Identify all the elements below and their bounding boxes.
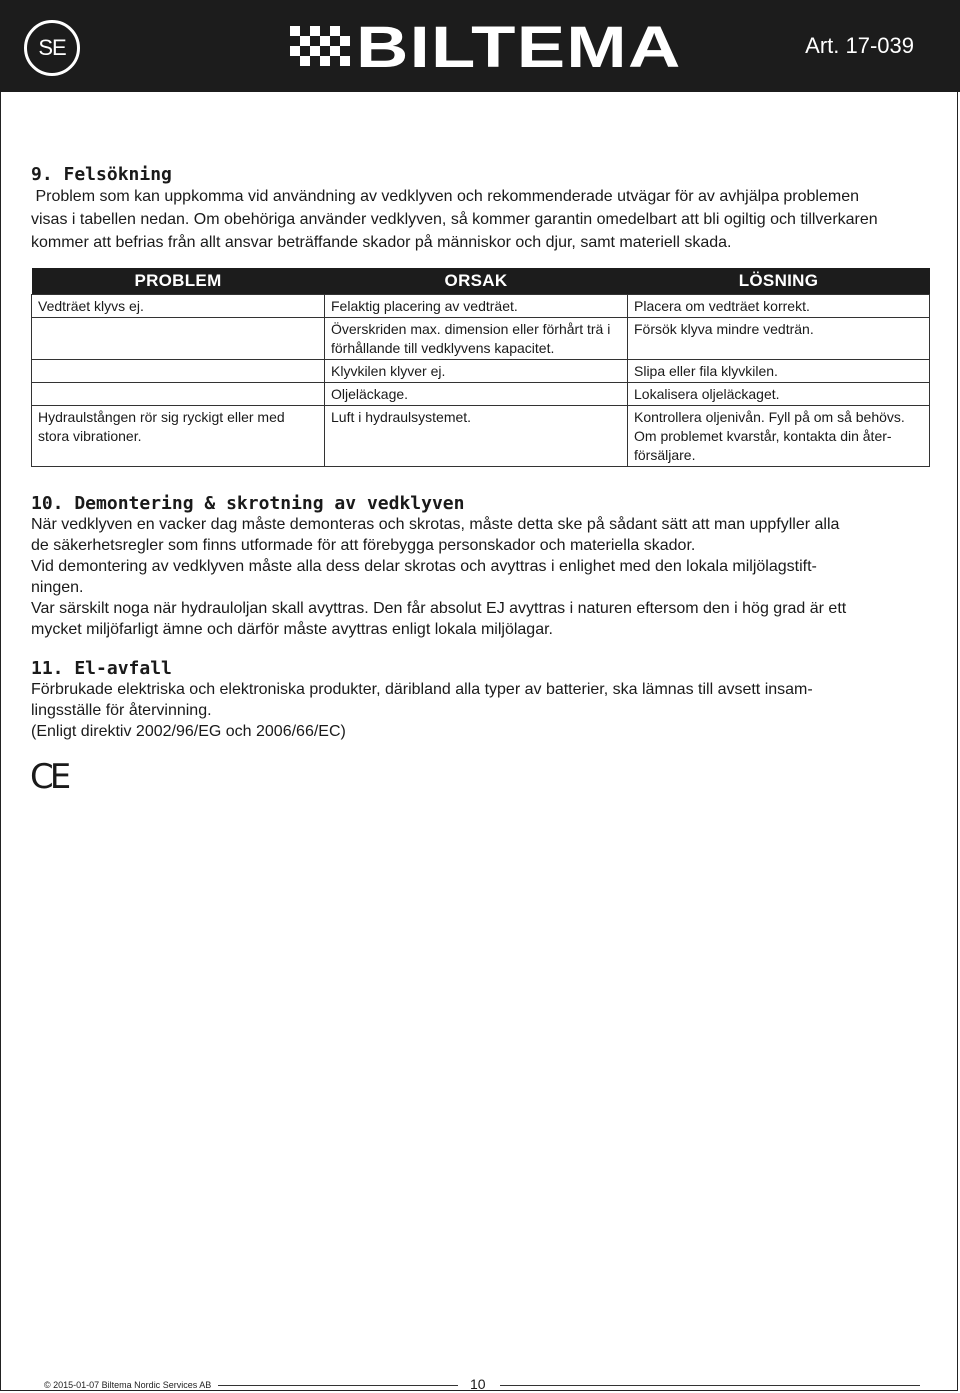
table-row [32, 383, 930, 406]
page-number: 10 [470, 1376, 486, 1392]
section-11-title: 11. El-avfall [31, 658, 172, 679]
section-10 [31, 493, 931, 640]
section-9-line: kommer att befrias från allt ansvar beträffande skador på människor och djur, samt materiell skada. [31, 234, 732, 251]
table-row [32, 360, 930, 383]
section-10-line: mycket miljöfarligt ämne och därför måste avyttras enligt lokala miljölagar. [31, 621, 553, 638]
troubleshooting-table [31, 268, 930, 467]
cell-problem [32, 383, 325, 406]
language-badge: SE [24, 20, 80, 76]
cell-losning: Lokalisera oljeläckaget. [628, 383, 930, 406]
table-row [32, 406, 930, 467]
section-9-title: 9. Felsökning [31, 164, 172, 185]
cell-losning: Slipa eller fila klyvkilen. [628, 360, 930, 383]
cell-orsak: Felaktig placering av vedträet. [325, 295, 628, 318]
cell-orsak: Överskriden max. dimension eller förhårt trä i förhållande till vedklyvens kapacitet. [325, 318, 628, 360]
article-number: Art. 17-039 [805, 33, 914, 58]
section-9-line: Problem som kan uppkomma vid användning av vedklyven och rekommenderade utvägar för av avhjälpa problemen [31, 188, 860, 205]
cell-problem [32, 360, 325, 383]
footer-divider [218, 1385, 458, 1386]
section-10-line: Vid demontering av vedklyven måste alla dess delar skrotas och avyttras i enlighet med den lokala miljölagstift- [31, 558, 817, 575]
biltema-logo [290, 15, 682, 80]
cell-orsak: Oljeläckage. [325, 383, 628, 406]
cell-losning: Placera om vedträet korrekt. [628, 295, 930, 318]
section-9 [31, 164, 931, 254]
section-11-line: Förbrukade elektriska och elektroniska produkter, däribland alla typer av batterier, ska lämnas till avsett insam- [31, 681, 813, 698]
cell-problem [32, 318, 325, 360]
header-orsak: ORSAK [325, 268, 628, 295]
cell-losning: Kontrollera oljenivån. Fyll på om så behövs. Om problemet kvarstår, kontakta din åter-försäljare. [628, 406, 930, 467]
section-10-line: de säkerhetsregler som finns utformade för att förebygga personskador och materiella skador. [31, 537, 696, 554]
cell-problem: Hydraulstången rör sig ryckigt eller med stora vibrationer. [32, 406, 325, 467]
section-11-line: lingsställe för återvinning. [31, 702, 212, 719]
section-10-line: När vedklyven en vacker dag måste demonteras och skrotas, måste detta ske på sådant sätt att man uppfyller alla [31, 516, 840, 533]
table-row [32, 318, 930, 360]
cell-orsak: Klyvkilen klyver ej. [325, 360, 628, 383]
header-bar [0, 0, 960, 92]
section-9-line: visas i tabellen nedan. Om obehöriga använder vedklyven, så kommer garantin omedelbart att bli ogiltig och tillverkaren [31, 211, 878, 228]
section-11 [31, 658, 931, 742]
section-10-line: Var särskilt noga när hydrauloljan skall avyttras. Den får absolut EJ avyttras i naturen eftersom den i hög grad är ett [31, 600, 847, 617]
footer-copyright: © 2015-01-07 Biltema Nordic Services AB [44, 1380, 212, 1390]
section-10-line: ningen. [31, 579, 84, 596]
logo-wordmark: BILTEMA [356, 15, 682, 80]
table-header-row [32, 268, 930, 295]
cell-orsak: Luft i hydraulsystemet. [325, 406, 628, 467]
header-losning: LÖSNING [628, 268, 930, 295]
ce-mark-icon: CE [30, 757, 68, 797]
header-problem: PROBLEM [32, 268, 325, 295]
section-11-line: (Enligt direktiv 2002/96/EG och 2006/66/EC) [31, 723, 346, 740]
cell-losning: Försök klyva mindre vedträn. [628, 318, 930, 360]
section-10-title: 10. Demontering & skrotning av vedklyven [31, 493, 465, 514]
cell-problem: Vedträet klyvs ej. [32, 295, 325, 318]
footer-divider [500, 1385, 920, 1386]
table-row [32, 295, 930, 318]
checker-flag-icon [290, 26, 350, 66]
